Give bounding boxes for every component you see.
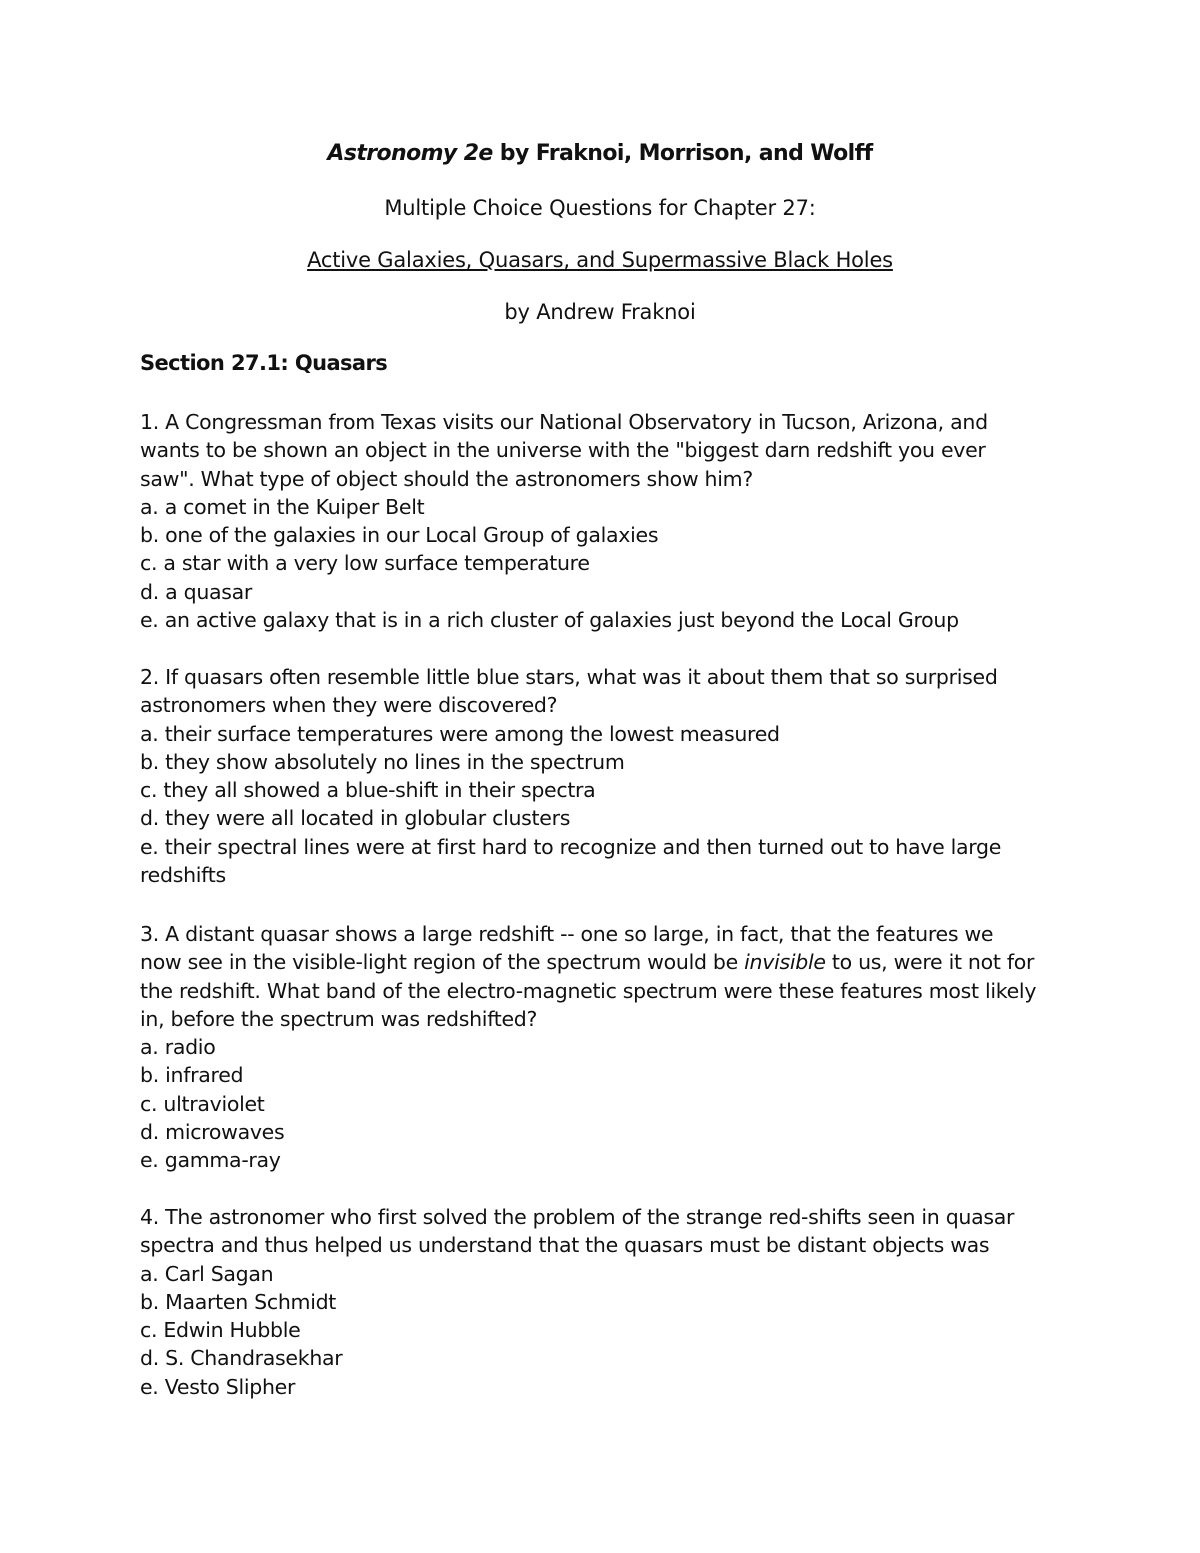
answer-option-a: a. radio [140, 1035, 216, 1060]
answer-option-d: d. a quasar [140, 579, 253, 604]
answer-option-c: c. Edwin Hubble [140, 1318, 301, 1343]
answer-option-d: d. microwaves [140, 1120, 285, 1145]
question-1 [140, 408, 1070, 634]
answer-option-e-continued: redshifts [140, 863, 226, 888]
question-text-line: spectra and thus helped us understand that the quasars must be distant objects was [140, 1233, 990, 1258]
question-text-segment: now see in the visible-light region of the spectrum would be [140, 950, 745, 975]
question-text-segment: to us, were it not for [825, 950, 1035, 975]
answer-option-c: c. they all showed a blue-shift in their spectra [140, 778, 596, 803]
document-title [0, 141, 1200, 166]
section-heading: Section 27.1: Quasars [140, 351, 388, 375]
answer-option-b: b. Maarten Schmidt [140, 1289, 337, 1314]
book-title: Astronomy 2e [327, 141, 493, 166]
question-text-line: wants to be shown an object in the universe with the "biggest darn redshift you ever [140, 438, 986, 463]
question-text-line: the redshift. What band of the electro-magnetic spectrum were these features most likely [140, 978, 1037, 1003]
question-3 [140, 920, 1070, 1175]
answer-option-e: e. gamma-ray [140, 1148, 281, 1173]
answer-option-a: a. a comet in the Kuiper Belt [140, 494, 425, 519]
answer-option-b: b. infrared [140, 1063, 244, 1088]
answer-option-b: b. they show absolutely no lines in the spectrum [140, 749, 625, 774]
answer-option-c: c. ultraviolet [140, 1091, 265, 1116]
question-text-line [140, 948, 1070, 976]
question-text-line: in, before the spectrum was redshifted? [140, 1006, 538, 1031]
question-2 [140, 663, 1070, 889]
document-subtitle: Multiple Choice Questions for Chapter 27: [384, 196, 816, 220]
answer-option-e: e. an active galaxy that is in a rich cluster of galaxies just beyond the Local Group [140, 608, 959, 633]
answer-option-d: d. they were all located in globular clusters [140, 806, 571, 831]
question-text-line: saw". What type of object should the astronomers show him? [140, 466, 753, 491]
emphasized-word: invisible [744, 950, 826, 975]
question-text-line: 1. A Congressman from Texas visits our National Observatory in Tucson, Arizona, and [140, 410, 988, 434]
answer-option-e: e. their spectral lines were at first hard to recognize and then turned out to have large [140, 834, 1002, 859]
answer-option-b: b. one of the galaxies in our Local Group of galaxies [140, 523, 659, 548]
answer-option-a: a. Carl Sagan [140, 1261, 274, 1286]
question-text-line: astronomers when they were discovered? [140, 693, 558, 718]
chapter-title: Active Galaxies, Quasars, and Supermassive Black Holes [307, 248, 893, 272]
answer-option-a: a. their surface temperatures were among the lowest measured [140, 721, 780, 746]
answer-option-e: e. Vesto Slipher [140, 1374, 296, 1399]
title-authors: by Fraknoi, Morrison, and Wolff [492, 141, 873, 166]
question-4 [140, 1203, 1070, 1401]
byline: by Andrew Fraknoi [504, 300, 696, 324]
question-text-line: 3. A distant quasar shows a large redshift -- one so large, in fact, that the features we [140, 922, 994, 946]
question-text-line: 4. The astronomer who first solved the problem of the strange red-shifts seen in quasar [140, 1205, 1015, 1229]
answer-option-d: d. S. Chandrasekhar [140, 1346, 343, 1371]
answer-option-c: c. a star with a very low surface temperature [140, 551, 590, 576]
question-text-line: 2. If quasars often resemble little blue stars, what was it about them that so surprised [140, 665, 998, 689]
